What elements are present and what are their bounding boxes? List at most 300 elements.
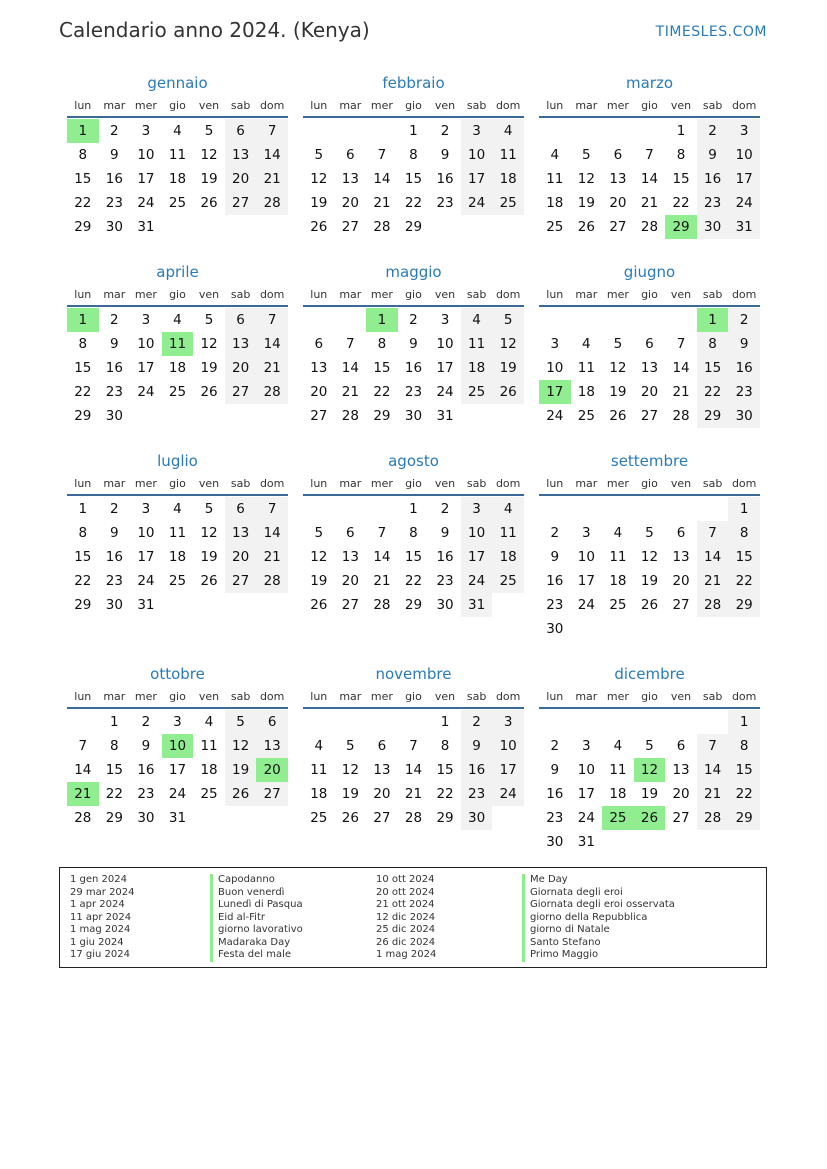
day-cell[interactable]: 7 [409,738,418,754]
day-cell[interactable]: 5 [492,308,524,332]
day-cell[interactable]: 26 [200,384,218,400]
day-cell[interactable]: 13 [341,549,359,565]
day-cell[interactable]: 22 [404,573,423,589]
day-cell[interactable]: 7 [346,336,355,352]
day-cell[interactable]: 29 [74,408,92,424]
day-cell[interactable]: 30 [137,810,155,826]
day-cell[interactable]: 13 [256,734,288,758]
day-cell[interactable]: 13 [672,549,690,565]
day-cell[interactable]: 22 [373,384,391,400]
day-cell[interactable]: 3 [582,738,591,754]
day-cell[interactable]: 23 [137,786,155,802]
day-cell[interactable]: 20 [341,573,359,589]
day-cell[interactable]: 3 [728,119,760,143]
day-cell[interactable]: 6 [225,497,257,521]
day-cell[interactable]: 30 [105,408,123,424]
day-cell[interactable]: 27 [609,219,627,235]
day-cell[interactable]: 5 [204,312,214,328]
day-cell[interactable]: 26 [310,597,328,613]
day-cell[interactable]: 4 [173,501,182,517]
day-cell[interactable]: 1 [440,714,450,730]
day-cell[interactable]: 23 [546,597,564,613]
day-cell[interactable]: 10 [461,143,493,167]
day-cell[interactable]: 27 [640,408,659,424]
day-cell[interactable]: 26 [577,219,595,235]
day-cell[interactable]: 16 [105,171,123,187]
day-cell[interactable]: 24 [577,597,595,613]
day-cell[interactable]: 25 [577,408,595,424]
day-cell[interactable]: 10 [436,336,454,352]
day-cell[interactable]: 18 [168,360,187,376]
day-cell[interactable]: 7 [697,734,729,758]
day-cell[interactable]: 5 [204,501,214,517]
day-cell[interactable]: 19 [640,786,659,802]
day-cell[interactable]: 14 [640,171,659,187]
day-cell[interactable]: 20 [373,786,391,802]
day-cell[interactable]: 8 [697,332,729,356]
day-cell[interactable]: 2 [550,525,560,541]
day-cell[interactable]: 24 [461,569,493,593]
day-cell[interactable]: 9 [110,336,119,352]
brand-logo[interactable]: TIMESLES.COM [655,24,767,40]
day-cell[interactable]: 5 [314,525,324,541]
holiday-day-cell[interactable]: 11 [162,332,194,356]
day-cell[interactable]: 31 [728,215,760,239]
day-cell[interactable]: 13 [672,762,690,778]
day-cell[interactable]: 21 [256,356,288,380]
day-cell[interactable]: 7 [377,147,387,163]
day-cell[interactable]: 20 [609,195,627,211]
day-cell[interactable]: 24 [492,782,524,806]
day-cell[interactable]: 14 [373,549,391,565]
day-cell[interactable]: 19 [341,786,359,802]
day-cell[interactable]: 10 [577,762,595,778]
day-cell[interactable]: 30 [728,404,760,428]
day-cell[interactable]: 9 [440,147,450,163]
day-cell[interactable]: 16 [404,360,423,376]
day-cell[interactable]: 7 [256,308,288,332]
day-cell[interactable]: 22 [728,569,760,593]
day-cell[interactable]: 28 [256,569,288,593]
day-cell[interactable]: 15 [697,356,729,380]
day-cell[interactable]: 27 [225,569,257,593]
day-cell[interactable]: 14 [697,758,729,782]
day-cell[interactable]: 15 [404,171,423,187]
day-cell[interactable]: 24 [577,810,595,826]
day-cell[interactable]: 15 [105,762,123,778]
holiday-day-cell[interactable]: 1 [697,308,729,332]
day-cell[interactable]: 16 [137,762,155,778]
day-cell[interactable]: 12 [341,762,359,778]
day-cell[interactable]: 20 [225,167,257,191]
day-cell[interactable]: 6 [225,119,257,143]
day-cell[interactable]: 23 [728,380,760,404]
day-cell[interactable]: 2 [550,738,560,754]
day-cell[interactable]: 17 [728,167,760,191]
day-cell[interactable]: 14 [341,360,359,376]
day-cell[interactable]: 19 [609,384,627,400]
day-cell[interactable]: 17 [577,573,595,589]
day-cell[interactable]: 16 [105,360,123,376]
day-cell[interactable]: 3 [492,710,524,734]
day-cell[interactable]: 7 [78,738,88,754]
day-cell[interactable]: 10 [492,734,524,758]
day-cell[interactable]: 3 [141,123,151,139]
day-cell[interactable]: 24 [137,384,155,400]
day-cell[interactable]: 2 [697,119,729,143]
day-cell[interactable]: 29 [436,810,454,826]
holiday-day-cell[interactable]: 12 [634,758,666,782]
day-cell[interactable]: 10 [461,521,493,545]
day-cell[interactable]: 27 [225,191,257,215]
day-cell[interactable]: 6 [676,738,686,754]
day-cell[interactable]: 4 [613,738,623,754]
day-cell[interactable]: 5 [582,147,591,163]
day-cell[interactable]: 20 [341,195,359,211]
day-cell[interactable]: 28 [404,810,423,826]
day-cell[interactable]: 17 [137,171,155,187]
day-cell[interactable]: 12 [200,525,218,541]
day-cell[interactable]: 29 [697,404,729,428]
day-cell[interactable]: 21 [672,384,690,400]
day-cell[interactable]: 1 [409,123,418,139]
holiday-day-cell[interactable]: 1 [366,308,398,332]
day-cell[interactable]: 3 [173,714,182,730]
day-cell[interactable]: 4 [582,336,591,352]
day-cell[interactable]: 21 [373,573,391,589]
day-cell[interactable]: 11 [168,525,187,541]
day-cell[interactable]: 15 [373,360,391,376]
day-cell[interactable]: 31 [461,593,493,617]
day-cell[interactable]: 2 [141,714,151,730]
day-cell[interactable]: 12 [577,171,595,187]
day-cell[interactable]: 26 [225,782,257,806]
day-cell[interactable]: 30 [546,834,564,850]
day-cell[interactable]: 1 [728,710,760,734]
day-cell[interactable]: 26 [640,597,659,613]
day-cell[interactable]: 24 [168,786,187,802]
day-cell[interactable]: 23 [404,384,423,400]
day-cell[interactable]: 11 [168,147,187,163]
day-cell[interactable]: 17 [436,360,454,376]
day-cell[interactable]: 15 [728,545,760,569]
day-cell[interactable]: 15 [74,171,92,187]
day-cell[interactable]: 15 [436,762,454,778]
day-cell[interactable]: 22 [74,384,92,400]
day-cell[interactable]: 4 [492,119,524,143]
day-cell[interactable]: 18 [168,171,187,187]
day-cell[interactable]: 10 [728,143,760,167]
day-cell[interactable]: 10 [546,360,564,376]
day-cell[interactable]: 12 [492,332,524,356]
day-cell[interactable]: 22 [672,195,690,211]
day-cell[interactable]: 23 [105,195,123,211]
holiday-day-cell[interactable]: 29 [665,215,697,239]
day-cell[interactable]: 23 [105,384,123,400]
day-cell[interactable]: 30 [436,597,454,613]
day-cell[interactable]: 1 [110,714,119,730]
day-cell[interactable]: 7 [645,147,654,163]
day-cell[interactable]: 28 [640,219,659,235]
day-cell[interactable]: 26 [341,810,359,826]
day-cell[interactable]: 26 [609,408,627,424]
day-cell[interactable]: 30 [105,597,123,613]
day-cell[interactable]: 18 [492,167,524,191]
holiday-day-cell[interactable]: 26 [634,806,666,830]
day-cell[interactable]: 25 [168,195,187,211]
day-cell[interactable]: 9 [440,525,450,541]
day-cell[interactable]: 14 [256,332,288,356]
day-cell[interactable]: 29 [373,408,391,424]
day-cell[interactable]: 25 [492,569,524,593]
day-cell[interactable]: 20 [640,384,659,400]
day-cell[interactable]: 28 [697,806,729,830]
day-cell[interactable]: 16 [461,758,493,782]
day-cell[interactable]: 8 [409,147,418,163]
day-cell[interactable]: 5 [645,525,654,541]
day-cell[interactable]: 2 [440,123,450,139]
day-cell[interactable]: 22 [404,195,423,211]
day-cell[interactable]: 23 [105,573,123,589]
day-cell[interactable]: 14 [672,360,690,376]
day-cell[interactable]: 19 [225,758,257,782]
day-cell[interactable]: 29 [728,806,760,830]
day-cell[interactable]: 11 [609,549,627,565]
holiday-day-cell[interactable]: 17 [539,380,571,404]
day-cell[interactable]: 5 [346,738,355,754]
holiday-day-cell[interactable]: 20 [256,758,288,782]
day-cell[interactable]: 13 [225,521,257,545]
day-cell[interactable]: 13 [373,762,391,778]
day-cell[interactable]: 30 [546,621,564,637]
day-cell[interactable]: 10 [137,147,155,163]
day-cell[interactable]: 28 [373,219,391,235]
day-cell[interactable]: 13 [609,171,627,187]
day-cell[interactable]: 9 [141,738,151,754]
day-cell[interactable]: 18 [310,786,328,802]
day-cell[interactable]: 15 [728,758,760,782]
day-cell[interactable]: 28 [341,408,359,424]
day-cell[interactable]: 6 [346,147,355,163]
day-cell[interactable]: 28 [74,810,92,826]
day-cell[interactable]: 28 [672,408,690,424]
day-cell[interactable]: 22 [728,782,760,806]
day-cell[interactable]: 1 [409,501,418,517]
day-cell[interactable]: 2 [409,312,418,328]
day-cell[interactable]: 20 [225,545,257,569]
day-cell[interactable]: 1 [728,497,760,521]
day-cell[interactable]: 12 [200,147,218,163]
day-cell[interactable]: 27 [310,408,328,424]
day-cell[interactable]: 3 [461,119,493,143]
day-cell[interactable]: 17 [461,545,493,569]
day-cell[interactable]: 19 [200,549,218,565]
day-cell[interactable]: 16 [546,786,564,802]
holiday-day-cell[interactable]: 25 [602,806,634,830]
day-cell[interactable]: 31 [168,810,187,826]
day-cell[interactable]: 8 [377,336,387,352]
day-cell[interactable]: 3 [582,525,591,541]
day-cell[interactable]: 20 [672,573,690,589]
day-cell[interactable]: 11 [492,521,524,545]
day-cell[interactable]: 22 [74,195,92,211]
day-cell[interactable]: 10 [137,525,155,541]
day-cell[interactable]: 5 [204,123,214,139]
day-cell[interactable]: 21 [373,195,391,211]
day-cell[interactable]: 15 [672,171,690,187]
day-cell[interactable]: 19 [640,573,659,589]
day-cell[interactable]: 21 [341,384,359,400]
day-cell[interactable]: 15 [404,549,423,565]
day-cell[interactable]: 23 [436,573,454,589]
day-cell[interactable]: 2 [110,501,119,517]
day-cell[interactable]: 2 [110,123,119,139]
day-cell[interactable]: 19 [200,360,218,376]
day-cell[interactable]: 24 [461,191,493,215]
day-cell[interactable]: 8 [78,336,88,352]
day-cell[interactable]: 30 [105,219,123,235]
day-cell[interactable]: 4 [314,738,324,754]
day-cell[interactable]: 1 [676,123,686,139]
day-cell[interactable]: 30 [404,408,423,424]
day-cell[interactable]: 13 [310,360,328,376]
day-cell[interactable]: 9 [461,734,493,758]
day-cell[interactable]: 1 [78,501,88,517]
day-cell[interactable]: 25 [310,810,328,826]
day-cell[interactable]: 12 [609,360,627,376]
day-cell[interactable]: 21 [256,167,288,191]
day-cell[interactable]: 27 [225,380,257,404]
day-cell[interactable]: 23 [697,191,729,215]
day-cell[interactable]: 8 [676,147,686,163]
day-cell[interactable]: 15 [74,549,92,565]
day-cell[interactable]: 7 [676,336,686,352]
day-cell[interactable]: 9 [550,762,560,778]
day-cell[interactable]: 28 [697,593,729,617]
day-cell[interactable]: 22 [436,786,454,802]
day-cell[interactable]: 18 [609,786,627,802]
day-cell[interactable]: 24 [436,384,454,400]
day-cell[interactable]: 28 [256,191,288,215]
day-cell[interactable]: 18 [200,762,218,778]
day-cell[interactable]: 12 [640,549,659,565]
day-cell[interactable]: 9 [697,143,729,167]
day-cell[interactable]: 4 [461,308,493,332]
day-cell[interactable]: 16 [728,356,760,380]
holiday-day-cell[interactable]: 21 [67,782,99,806]
holiday-day-cell[interactable]: 10 [162,734,194,758]
day-cell[interactable]: 7 [377,525,387,541]
day-cell[interactable]: 10 [137,336,155,352]
day-cell[interactable]: 17 [461,167,493,191]
day-cell[interactable]: 29 [404,597,423,613]
day-cell[interactable]: 12 [310,171,328,187]
day-cell[interactable]: 31 [577,834,595,850]
day-cell[interactable]: 11 [200,738,218,754]
day-cell[interactable]: 19 [200,171,218,187]
day-cell[interactable]: 21 [404,786,423,802]
day-cell[interactable]: 6 [613,147,623,163]
day-cell[interactable]: 6 [314,336,324,352]
day-cell[interactable]: 19 [492,356,524,380]
day-cell[interactable]: 21 [640,195,659,211]
day-cell[interactable]: 24 [546,408,564,424]
day-cell[interactable]: 11 [492,143,524,167]
day-cell[interactable]: 13 [341,171,359,187]
day-cell[interactable]: 30 [461,806,493,830]
day-cell[interactable]: 4 [173,123,182,139]
day-cell[interactable]: 13 [640,360,659,376]
day-cell[interactable]: 12 [225,734,257,758]
day-cell[interactable]: 21 [697,782,729,806]
day-cell[interactable]: 6 [225,308,257,332]
day-cell[interactable]: 8 [728,734,760,758]
day-cell[interactable]: 23 [546,810,564,826]
day-cell[interactable]: 6 [346,525,355,541]
day-cell[interactable]: 28 [256,380,288,404]
day-cell[interactable]: 11 [577,360,595,376]
day-cell[interactable]: 9 [550,549,560,565]
day-cell[interactable]: 3 [461,497,493,521]
day-cell[interactable]: 25 [609,597,627,613]
day-cell[interactable]: 18 [168,549,187,565]
day-cell[interactable]: 16 [436,549,454,565]
day-cell[interactable]: 9 [110,147,119,163]
day-cell[interactable]: 25 [492,191,524,215]
day-cell[interactable]: 25 [461,380,493,404]
day-cell[interactable]: 29 [74,597,92,613]
day-cell[interactable]: 3 [141,312,151,328]
day-cell[interactable]: 28 [373,597,391,613]
day-cell[interactable]: 4 [550,147,560,163]
day-cell[interactable]: 25 [168,573,187,589]
day-cell[interactable]: 31 [137,597,155,613]
day-cell[interactable]: 7 [256,497,288,521]
day-cell[interactable]: 6 [676,525,686,541]
day-cell[interactable]: 25 [168,384,187,400]
day-cell[interactable]: 31 [436,408,454,424]
day-cell[interactable]: 10 [577,549,595,565]
day-cell[interactable]: 8 [440,738,450,754]
day-cell[interactable]: 9 [409,336,418,352]
day-cell[interactable]: 17 [137,549,155,565]
holiday-day-cell[interactable]: 1 [67,308,99,332]
day-cell[interactable]: 14 [373,171,391,187]
day-cell[interactable]: 15 [74,360,92,376]
day-cell[interactable]: 13 [225,332,257,356]
day-cell[interactable]: 22 [697,380,729,404]
day-cell[interactable]: 20 [310,384,328,400]
day-cell[interactable]: 17 [168,762,187,778]
day-cell[interactable]: 19 [577,195,595,211]
day-cell[interactable]: 25 [200,786,218,802]
day-cell[interactable]: 6 [645,336,654,352]
day-cell[interactable]: 23 [461,782,493,806]
day-cell[interactable]: 22 [105,786,123,802]
day-cell[interactable]: 26 [310,219,328,235]
day-cell[interactable]: 2 [728,308,760,332]
day-cell[interactable]: 5 [645,738,654,754]
day-cell[interactable]: 8 [110,738,119,754]
day-cell[interactable]: 6 [377,738,387,754]
day-cell[interactable]: 19 [310,573,328,589]
day-cell[interactable]: 4 [492,497,524,521]
day-cell[interactable]: 27 [256,782,288,806]
day-cell[interactable]: 17 [492,758,524,782]
day-cell[interactable]: 6 [256,710,288,734]
day-cell[interactable]: 17 [577,786,595,802]
day-cell[interactable]: 27 [341,597,359,613]
